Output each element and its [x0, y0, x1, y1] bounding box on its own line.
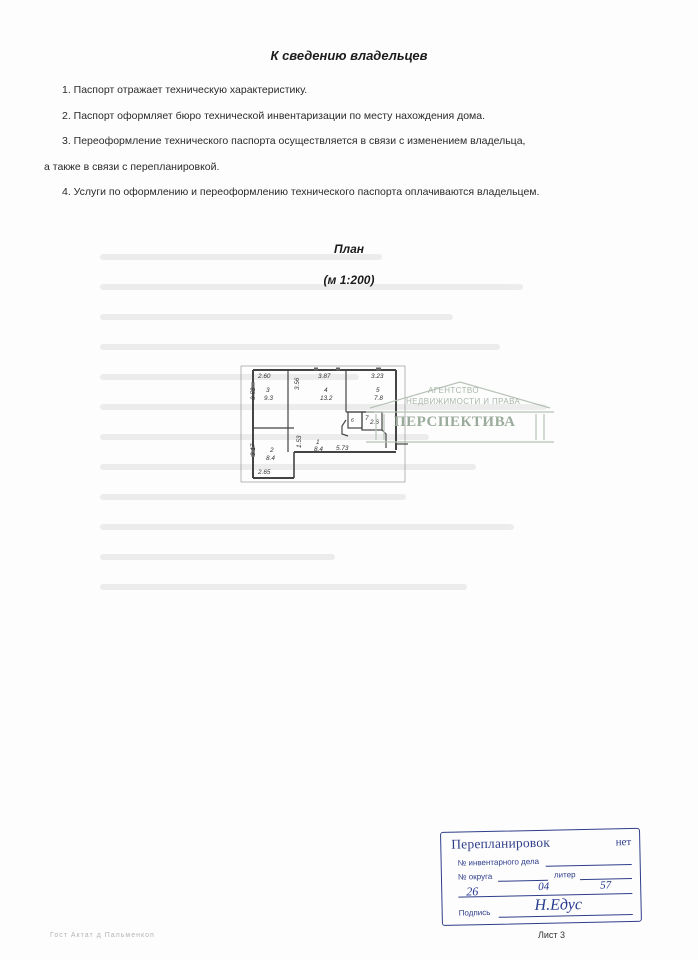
document-heading: К сведению владельцев: [270, 48, 428, 63]
room-number: 1: [316, 439, 320, 446]
inventory-label: № инвентарного дела: [457, 856, 540, 868]
plan-title: План: [333, 242, 365, 256]
stamp-status: нет: [615, 835, 632, 849]
date-year: 57: [600, 879, 612, 892]
room-area: 8.4: [266, 455, 275, 462]
redevelopment-stamp: [440, 828, 642, 926]
room-area: 2.6: [370, 419, 379, 426]
plan-scale: (м 1:200): [323, 273, 375, 287]
room-number: 2: [270, 447, 274, 454]
owner-notes: [44, 84, 664, 212]
dimension-label: 3.58: [250, 387, 257, 400]
dimension-label: 3.23: [371, 373, 384, 380]
sheet-number: Лист 3: [538, 930, 566, 940]
district-label: № округа: [457, 871, 493, 882]
room-area: 13.2: [320, 395, 333, 402]
watermark-line1: АГЕНТСТВО: [428, 386, 479, 395]
dimension-label: 1.53: [296, 435, 303, 448]
room-number: 4: [324, 387, 328, 394]
room-number: 6: [351, 418, 354, 424]
watermark-brand: ПЕРСПЕКТИВА: [394, 414, 516, 430]
note-item: 4. Услуги по оформлению и переоформлению технического паспорта оплачиваются владельцем.: [62, 186, 540, 198]
room-number: 5: [376, 387, 380, 394]
handwritten-signature: Н.Едус: [534, 896, 583, 915]
stamp-title: Перепланировок: [451, 834, 551, 852]
room-number: 7: [365, 415, 369, 422]
note-item: 2. Паспорт оформляет бюро технической инвентаризации по месту нахождения дома.: [62, 109, 486, 122]
room-number: 3: [266, 387, 270, 394]
agency-watermark: [360, 378, 560, 448]
date-day: 26: [466, 884, 479, 899]
note-item: 3. Переоформление технического паспорта осуществляется в связи с изменением владельца,: [62, 135, 526, 147]
signature-label: Подпись: [458, 907, 491, 918]
dimension-label: 3.87: [318, 373, 331, 380]
dimension-label: 3.17: [250, 443, 257, 456]
faint-footer-text: Гост Актат д Пальменкоп: [50, 932, 155, 939]
dimension-label: 2.60: [258, 373, 271, 380]
inventory-rule: [546, 864, 632, 867]
signature-rule: [499, 914, 633, 918]
room-area: 9.3: [264, 395, 273, 402]
room-area: 7.8: [374, 395, 383, 402]
room-area: 8.4: [314, 446, 323, 453]
dimension-label: 3.56: [294, 377, 301, 390]
note-item-continuation: а также в связи с перепланировкой.: [44, 160, 220, 173]
dimension-label: 5.73: [336, 445, 349, 452]
letter-label: литер: [553, 870, 576, 880]
dimension-label: 2.65: [258, 469, 271, 476]
note-item: 1. Паспорт отражает техническую характеристику.: [62, 84, 308, 96]
date-month: 04: [538, 880, 550, 893]
watermark-line2: НЕДВИЖИМОСТИ И ПРАВА: [406, 397, 521, 406]
